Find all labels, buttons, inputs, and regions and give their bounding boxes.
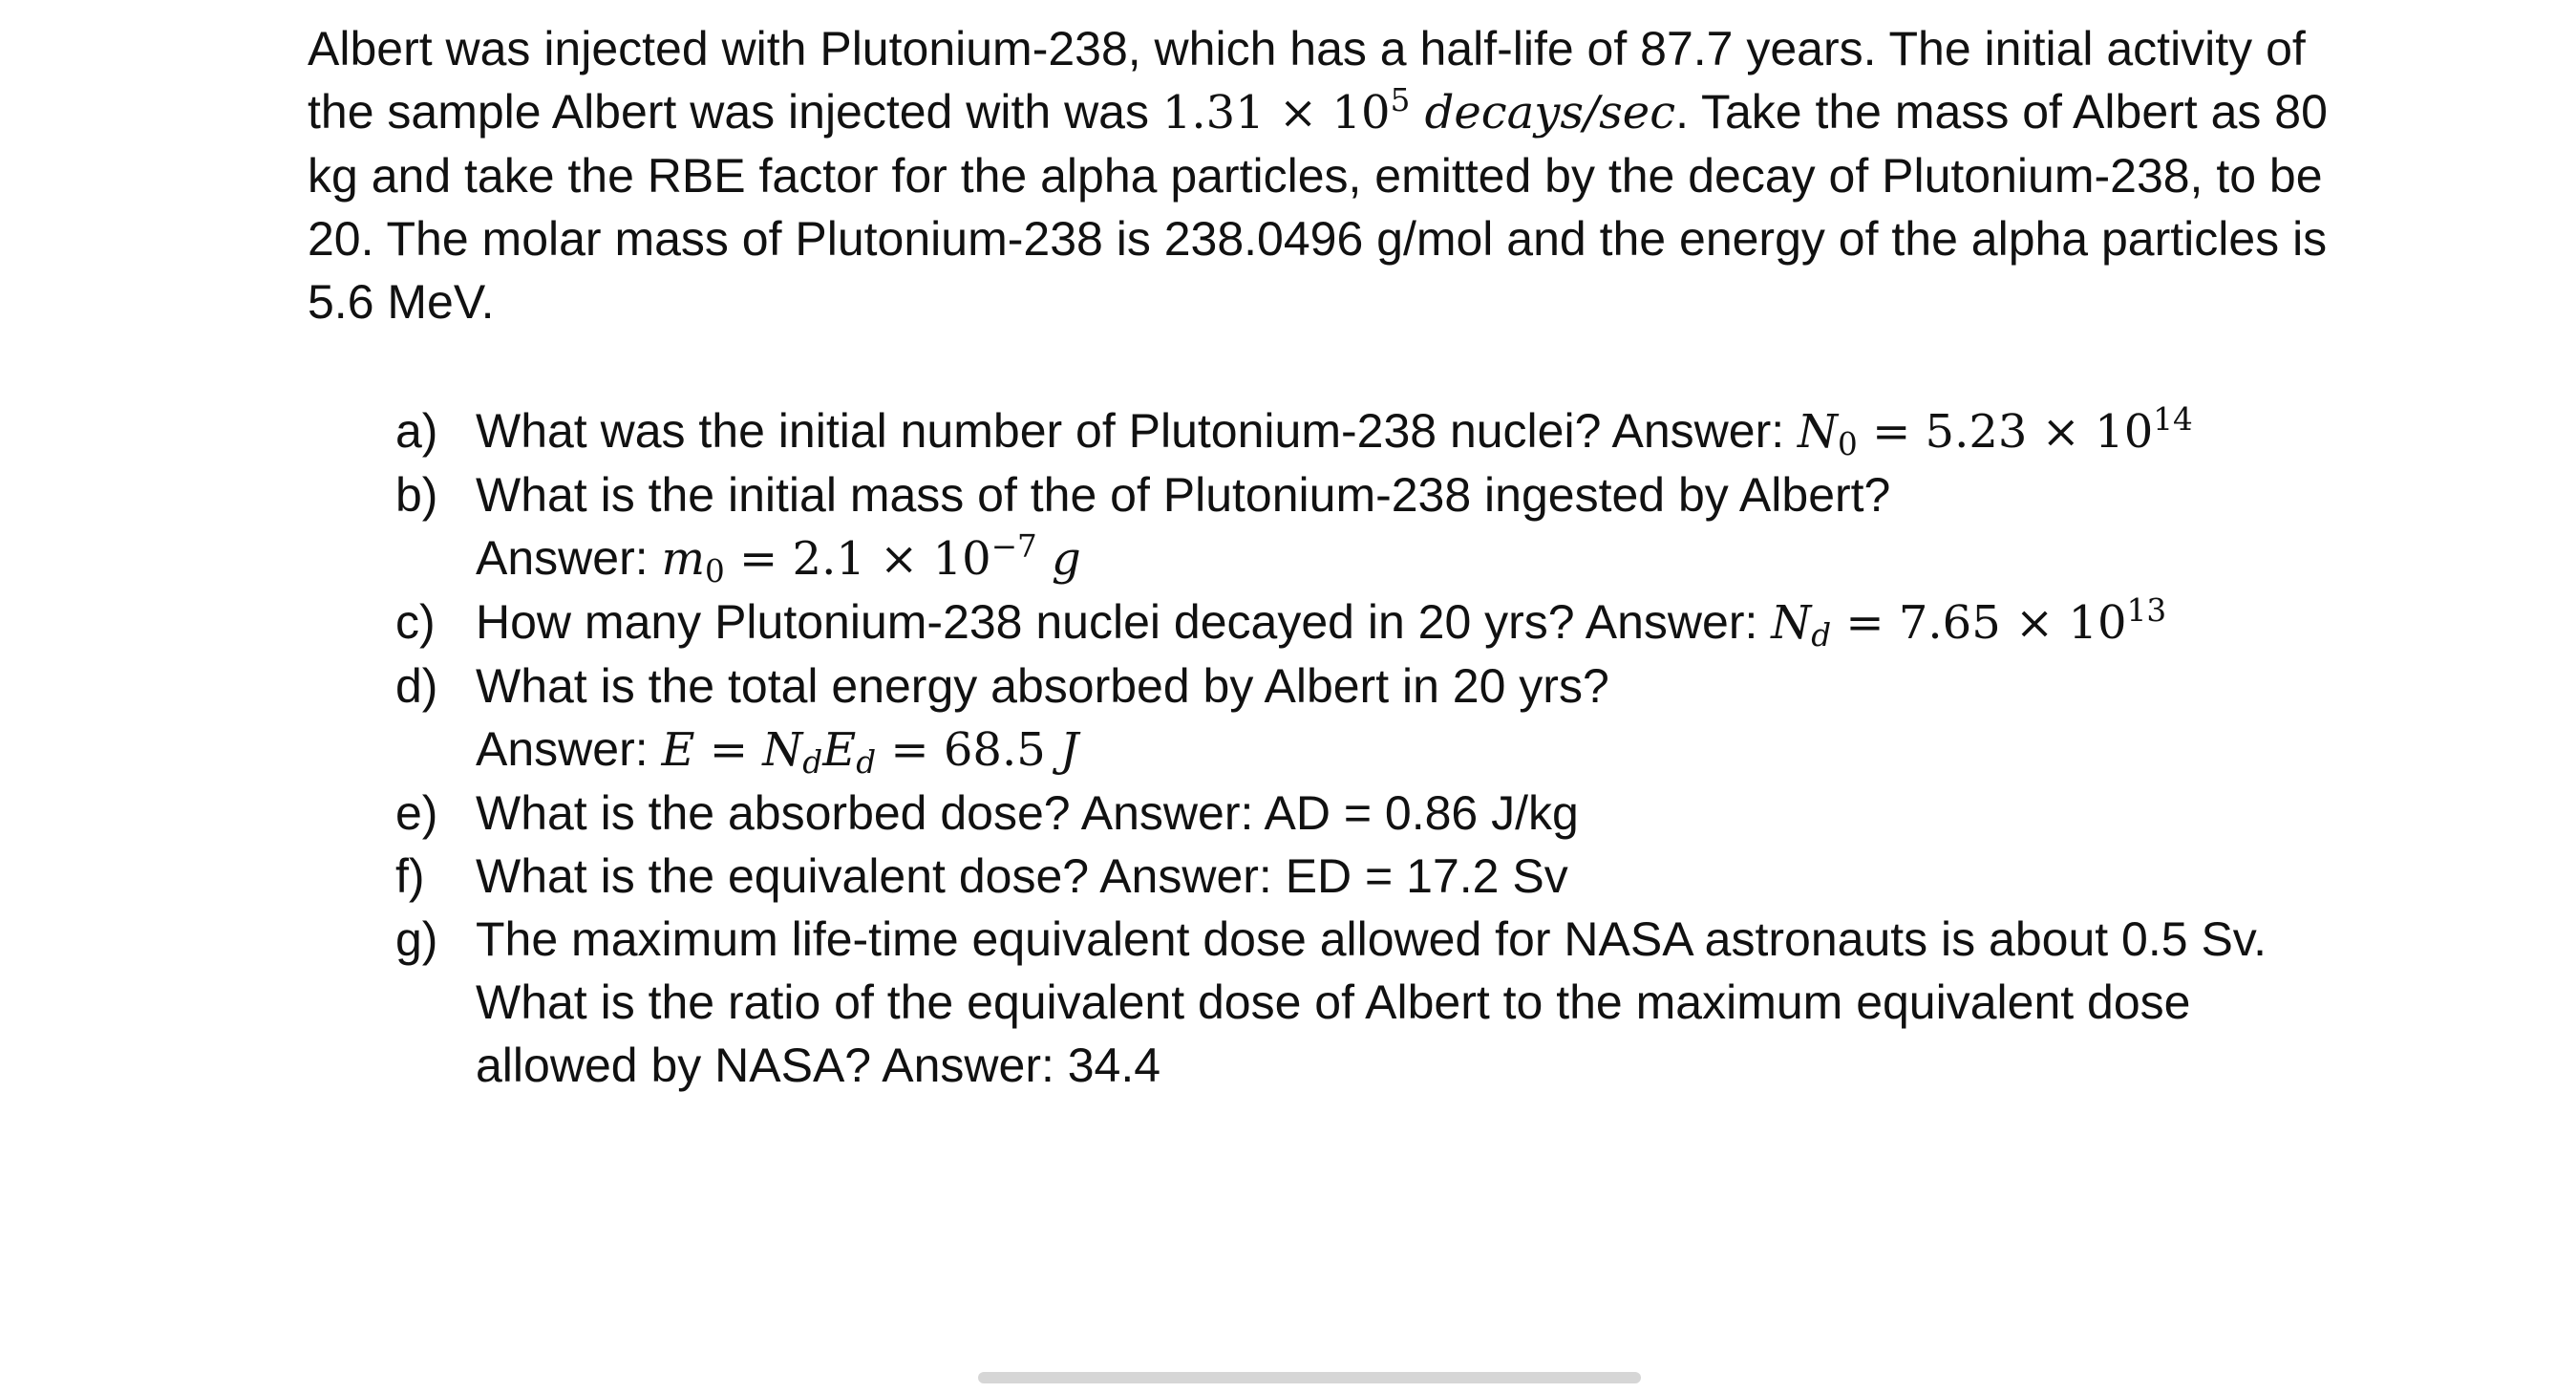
question-e [395,782,2353,845]
decay-energy-subscript: d [856,744,877,782]
activity-coefficient: 1.31 [1161,86,1265,139]
question-marker: e) [395,786,438,840]
answer-formula [1798,401,2193,463]
question-text: What is the absorbed dose? Answer: AD = 0.86 J/kg [476,786,1579,840]
intro-text-2: . Take the mass of Albert as 80 kg and take the RBE factor for the alpha particles, emitted by the decay of Plutonium-238, to be 20. The molar mass of Plutonium-238 is 238.0496 g/mol and the energy of the alpha particles is 5.6 MeV. [308,85,2328,329]
activity-exponent: 5 [1390,82,1411,119]
equals-sign: = [694,723,763,777]
problem-statement [308,17,2332,333]
power-base: 10 [1331,86,1391,139]
answer-subscript: 0 [705,553,725,590]
activity-value [1161,82,1676,139]
answer-variable: m [661,532,706,586]
question-d [395,654,2353,782]
question-text: What is the initial mass of the of Plutonium-238 ingested by Albert? [476,468,1891,522]
energy-variable: E [661,723,695,777]
answer-value: = 68.5 [876,723,1060,777]
question-marker: b) [395,468,438,522]
question-b [395,463,2353,590]
answer-unit: J [1060,723,1079,777]
answer-label: Answer: [476,722,662,776]
horizontal-scrollbar[interactable] [978,1372,1641,1383]
question-f [395,845,2353,908]
answer-unit: g [1052,532,1081,586]
answer-exponent: 13 [2126,592,2167,630]
question-text: What is the equivalent dose? Answer: ED = 17.2 Sv [476,849,1568,903]
answer-formula [661,723,1079,782]
answer-value: = 5.23 × 10 [1857,405,2154,459]
answer-value: = 7.65 × 10 [1831,596,2127,650]
answer-subscript: d [1811,617,1832,654]
nuclei-subscript: d [802,744,823,782]
nuclei-variable: N [762,723,803,777]
question-a [395,399,2353,463]
answer-value: = 2.1 × 10 [724,532,991,586]
question-marker: d) [395,659,438,713]
decay-energy-variable: E [822,723,857,777]
intro-text-1: Albert was injected with Plutonium-238, which has a half-life of 87.7 years. The initial activity of the sample Albert was injected with was [308,22,2306,139]
question-text: How many Plutonium-238 nuclei decayed in 20 yrs? Answer: [476,595,1772,649]
answer-subscript: 0 [1838,426,1858,463]
activity-unit: decays/sec [1424,86,1676,139]
answer-label: Answer: [476,531,662,585]
question-text: What is the total energy absorbed by Albert in 20 yrs? [476,659,1609,713]
question-marker: c) [395,595,436,649]
question-marker: a) [395,404,438,458]
question-body [476,654,2353,782]
question-body [476,463,2353,590]
question-list [395,399,2353,1097]
answer-exponent: 14 [2153,401,2193,439]
question-body [476,590,2353,654]
question-g [395,908,2353,1097]
answer-exponent: −7 [990,528,1037,566]
times-sign: × [1279,86,1318,139]
question-text: The maximum life-time equivalent dose allowed for NASA astronauts is about 0.5 Sv. What is the ratio of the equivalent dose of Albert to the maximum equivalent dose allowed by NASA? Answer: 34.4 [476,912,2267,1092]
question-body [476,399,2353,463]
answer-variable: N [1771,596,1812,650]
answer-formula [661,528,1081,590]
question-text: What was the initial number of Plutonium-238 nuclei? Answer: [476,404,1799,458]
question-marker: g) [395,912,438,966]
answer-variable: N [1798,405,1839,459]
question-c [395,590,2353,654]
question-marker: f) [395,849,425,903]
answer-formula [1771,592,2167,654]
